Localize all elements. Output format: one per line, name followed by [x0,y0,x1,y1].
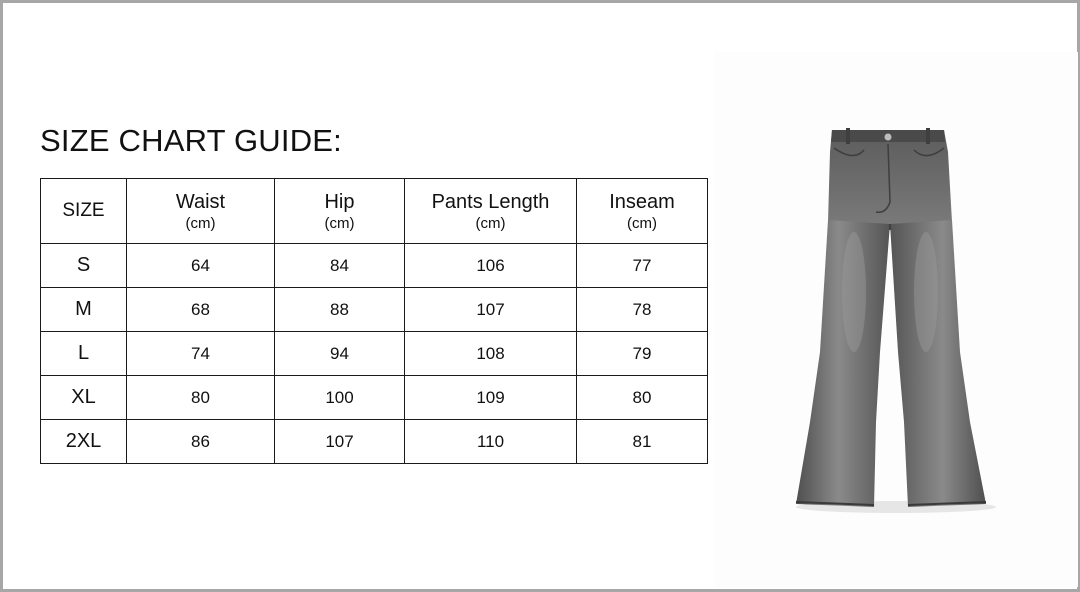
size-cell: XL [41,376,127,420]
waist-cell: 80 [127,376,275,420]
table-header-row [41,179,708,244]
pants-length-cell: 106 [405,244,577,288]
waist-cell: 68 [127,288,275,332]
page-title: SIZE CHART GUIDE: [40,123,342,158]
hip-cell: 94 [275,332,405,376]
header-pants-length [405,179,577,244]
pants-length-cell: 110 [405,420,577,464]
waist-cell: 74 [127,332,275,376]
inseam-cell: 81 [577,420,708,464]
flare-jeans-photo-icon [714,52,1078,587]
header-hip-label: Hip [324,190,355,213]
header-hip [275,179,405,244]
size-cell: S [41,244,127,288]
waist-cell: 86 [127,420,275,464]
waist-cell: 64 [127,244,275,288]
size-cell: M [41,288,127,332]
pants-length-cell: 109 [405,376,577,420]
header-inseam [577,179,708,244]
size-cell: L [41,332,127,376]
hip-cell: 88 [275,288,405,332]
header-pants-length-label: Pants Length [431,190,550,213]
header-size-label: SIZE [62,200,105,221]
header-waist-unit: (cm) [185,214,216,232]
table-row [41,420,708,464]
table-row [41,288,708,332]
table-row [41,244,708,288]
product-photo [714,52,1078,587]
hip-cell: 100 [275,376,405,420]
inseam-cell: 80 [577,376,708,420]
header-inseam-unit: (cm) [627,214,657,232]
header-hip-unit: (cm) [324,214,355,232]
header-waist-label: Waist [175,190,226,213]
header-size [41,179,127,244]
hip-cell: 84 [275,244,405,288]
table-row [41,376,708,420]
pants-length-cell: 108 [405,332,577,376]
header-inseam-label: Inseam [609,190,675,213]
hip-cell: 107 [275,420,405,464]
inseam-cell: 77 [577,244,708,288]
table-row [41,332,708,376]
header-waist [127,179,275,244]
pants-length-cell: 107 [405,288,577,332]
inseam-cell: 78 [577,288,708,332]
header-pants-length-unit: (cm) [475,214,506,232]
size-cell: 2XL [41,420,127,464]
inseam-cell: 79 [577,332,708,376]
size-chart-table [40,178,708,464]
